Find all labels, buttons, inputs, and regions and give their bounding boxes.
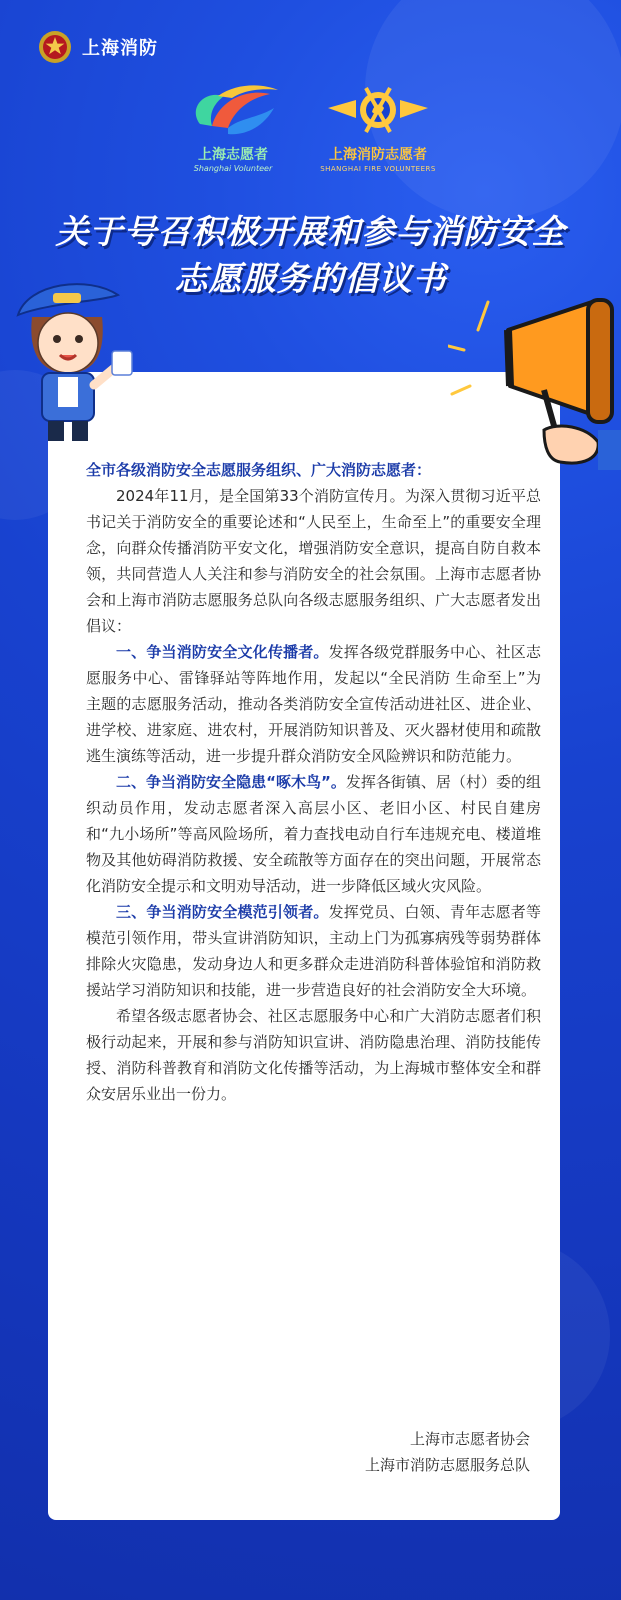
fire-emblem-icon: [38, 30, 72, 64]
fire-volunteer-logo-subtitle: SHANGHAI FIRE VOLUNTEERS: [320, 165, 436, 173]
shanghai-volunteer-logo: [178, 78, 288, 178]
document-body: [86, 457, 541, 1107]
title-line-2: 志愿服务的倡议书: [174, 259, 447, 298]
signature-line: 上海市志愿者协会: [409, 1430, 530, 1448]
volunteer-logo-icon: [178, 78, 288, 142]
brand-name: 上海消防: [82, 38, 158, 59]
initiative-text: 发挥各级党群服务中心、社区志愿服务中心、雷锋驿站等阵地作用，发起以“全民消防 生命至上”为主题的志愿服务活动，推动各类消防安全宣传活动进社区、进企业、进学校、进家庭、进农村，开展消防知识普及、灭火器材使用和疏散逃生演练等活动，进一步提升群众消防安全风险辨识和防范能力。: [86, 643, 541, 765]
logo-row: [178, 78, 448, 183]
initiative-item: [86, 899, 541, 1003]
megaphone-icon: [448, 290, 621, 490]
intro-paragraph: 2024年11月，是全国第33个消防宣传月。为深入贯彻习近平总书记关于消防安全的重要论述和“人民至上，生命至上”的重要安全理念，向群众传播消防平安文化，增强消防安全意识，提高自防自救本领，共同营造人人关注和参与消防安全的社会氛围。上海市志愿者协会和上海市消防志愿服务总队向各级志愿服务组织、广大志愿者发出倡议：: [86, 487, 541, 635]
closing-paragraph: 希望各级志愿者协会、社区志愿服务中心和广大消防志愿者们积极行动起来，开展和参与消防知识宣讲、消防隐患治理、消防技能传授、消防科普教育和消防文化传播等活动，为上海城市整体安全和群众安居乐业出一份力。: [86, 1007, 541, 1103]
volunteer-logo-subtitle: Shanghai Volunteer: [193, 164, 273, 173]
fire-volunteer-logo-title: 上海消防志愿者: [329, 147, 427, 163]
shanghai-fire-volunteers-logo: [308, 78, 448, 178]
initiative-heading: 三、争当消防安全模范引领者。: [116, 903, 329, 921]
salutation: 全市各级消防安全志愿服务组织、广大消防志愿者：: [86, 461, 432, 479]
volunteer-logo-title: 上海志愿者: [198, 147, 268, 163]
firefighter-mascot-icon: [8, 265, 138, 445]
initiative-text: 发挥各街镇、居（村）委的组织动员作用，发动志愿者深入高层小区、老旧小区、村民自建房和“九小场所”等高风险场所，着力查找电动自行车违规充电、楼道堆物及其他妨碍消防救援、安全疏散等方面存在的突出问题，开展常态化消防安全提示和文明劝导活动，进一步降低区域火灾风险。: [86, 773, 541, 895]
initiative-heading: 一、争当消防安全文化传播者。: [116, 643, 329, 661]
document-card: [48, 372, 560, 1520]
initiative-item: [86, 769, 541, 899]
initiative-item: [86, 639, 541, 769]
title-line-1: 关于号召积极开展和参与消防安全: [55, 212, 566, 251]
initiative-heading: 二、争当消防安全隐患“啄木鸟”。: [116, 773, 346, 791]
fire-volunteer-badge-icon: [308, 78, 448, 142]
initiative-text: 发挥党员、白领、青年志愿者等模范引领作用，带头宣讲消防知识，主动上门为孤寡病残等弱势群体排除火灾隐患，发动身边人和更多群众走进消防科普体验馆和消防救援站学习消防知识和技能，进一步营造良好的社会消防安全大环境。: [86, 903, 541, 999]
signature-line: 上海市消防志愿服务总队: [364, 1456, 530, 1474]
header-bar: [38, 30, 158, 64]
signature-block: [365, 1426, 530, 1478]
